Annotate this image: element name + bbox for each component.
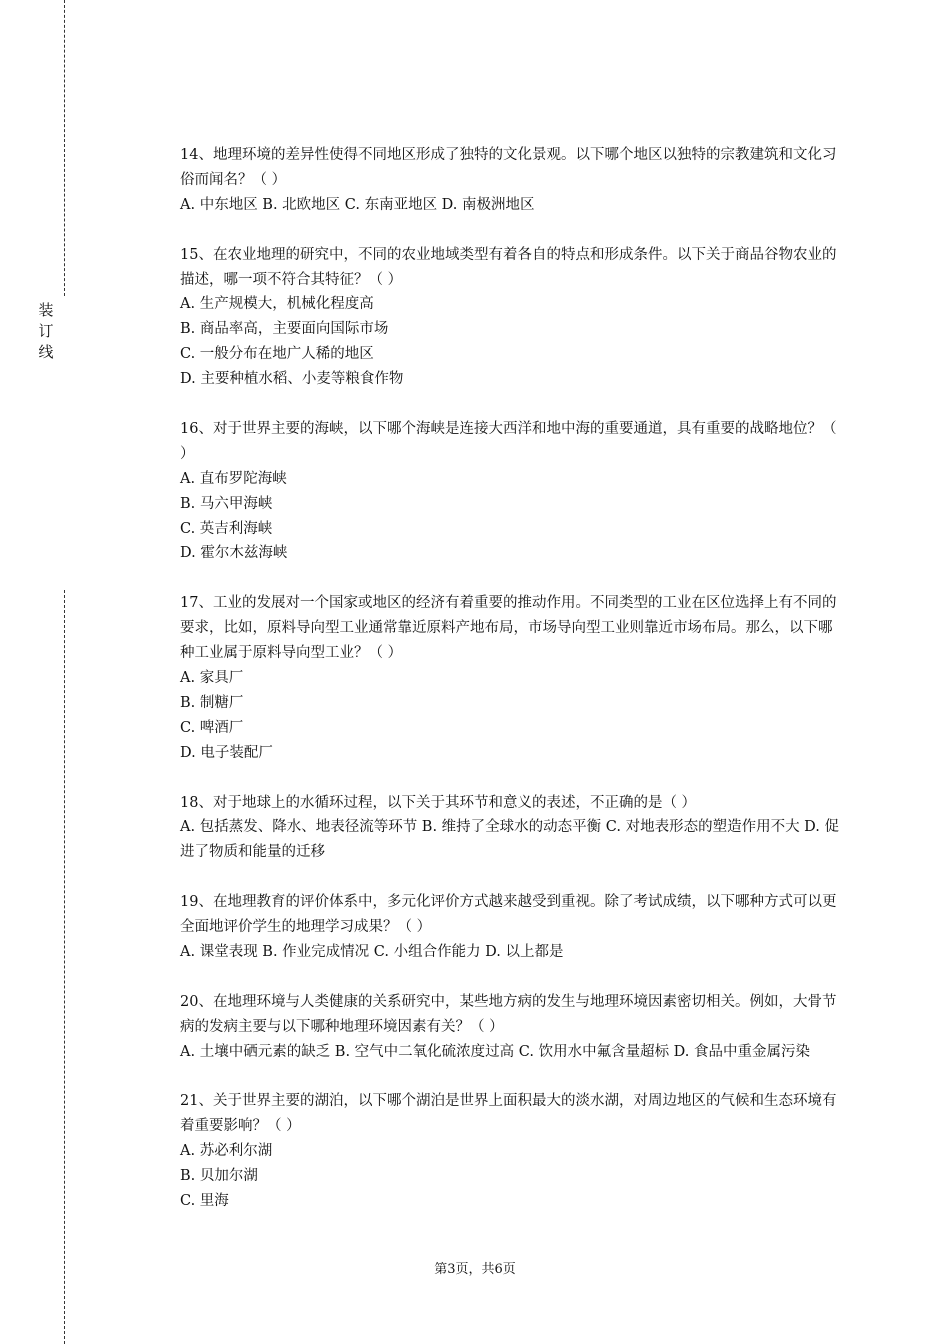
question-19 [180, 890, 840, 965]
option-b: B. 贝加尔湖 [180, 1168, 258, 1185]
question-14 [180, 143, 840, 218]
option-a: A. 生产规模大，机械化程度高 [180, 296, 374, 313]
question-stem: 20、在地理环境与人类健康的关系研究中，某些地方病的发生与地理环境因素密切相关。例如，大骨节病的发病主要与以下哪种地理环境因素有关？（ ） [180, 993, 837, 1035]
option-d: D. 电子装配厂 [180, 744, 273, 761]
question-options: A. 课堂表现 B. 作业完成情况 C. 小组合作能力 D. 以上都是 [180, 943, 564, 960]
option-c: C. 里海 [180, 1192, 229, 1209]
option-c: C. 英吉利海峡 [180, 520, 273, 537]
question-options: A. 包括蒸发、降水、地表径流等环节 B. 维持了全球水的动态平衡 C. 对地表形态的塑造作用不大 D. 促进了物质和能量的迁移 [180, 819, 840, 861]
question-20 [180, 990, 840, 1065]
binding-char: 订 [38, 322, 54, 340]
question-16 [180, 417, 840, 566]
page-number: 第3页，共6页 [434, 1262, 516, 1277]
question-15 [180, 243, 840, 392]
option-b: B. 商品率高，主要面向国际市场 [180, 321, 389, 338]
option-d: D. 霍尔木兹海峡 [180, 545, 288, 562]
binding-line-bottom [64, 590, 65, 1344]
option-c: C. 一般分布在地广人稀的地区 [180, 346, 374, 363]
question-17 [180, 591, 840, 765]
binding-char: 装 [38, 301, 54, 319]
question-stem: 19、在地理教育的评价体系中，多元化评价方式越来越受到重视。除了考试成绩，以下哪种方式可以更全面地评价学生的地理学习成果？（ ） [180, 894, 837, 936]
option-b: B. 制糖厂 [180, 694, 244, 711]
question-stem: 21、关于世界主要的湖泊，以下哪个湖泊是世界上面积最大的淡水湖，对周边地区的气候和生态环境有着重要影响？（ ） [180, 1093, 837, 1135]
question-stem: 17、工业的发展对一个国家或地区的经济有着重要的推动作用。不同类型的工业在区位选择上有不同的要求，比如，原料导向型工业通常靠近原料产地布局，市场导向型工业则靠近市场布局。那么，以下哪种工业属于原料导向型工业？（ ） [180, 595, 837, 662]
question-options: A. 中东地区 B. 北欧地区 C. 东南亚地区 D. 南极洲地区 [180, 196, 535, 213]
question-stem: 15、在农业地理的研究中，不同的农业地域类型有着各自的特点和形成条件。以下关于商品谷物农业的描述，哪一项不符合其特征？（ ） [180, 246, 837, 288]
binding-label [36, 300, 56, 363]
question-list [180, 143, 840, 1239]
question-21 [180, 1089, 840, 1214]
binding-line-top [64, 0, 65, 296]
question-options: A. 土壤中硒元素的缺乏 B. 空气中二氧化硫浓度过高 C. 饮用水中氟含量超标 D. 食品中重金属污染 [180, 1043, 811, 1060]
option-a: A. 直布罗陀海峡 [180, 470, 287, 487]
option-a: A. 苏必利尔湖 [180, 1143, 273, 1160]
option-b: B. 马六甲海峡 [180, 495, 273, 512]
binding-char: 线 [38, 343, 54, 361]
option-c: C. 啤酒厂 [180, 719, 244, 736]
question-18 [180, 791, 840, 866]
question-stem: 14、地理环境的差异性使得不同地区形成了独特的文化景观。以下哪个地区以独特的宗教建筑和文化习俗而闻名？（ ） [180, 147, 837, 188]
option-a: A. 家具厂 [180, 669, 244, 686]
question-stem: 16、对于世界主要的海峡，以下哪个海峡是连接大西洋和地中海的重要通道，具有重要的战略地位？（ ） [180, 420, 837, 462]
question-stem: 18、对于地球上的水循环过程，以下关于其环节和意义的表述，不正确的是（ ） [180, 794, 697, 811]
option-d: D. 主要种植水稻、小麦等粮食作物 [180, 371, 404, 388]
